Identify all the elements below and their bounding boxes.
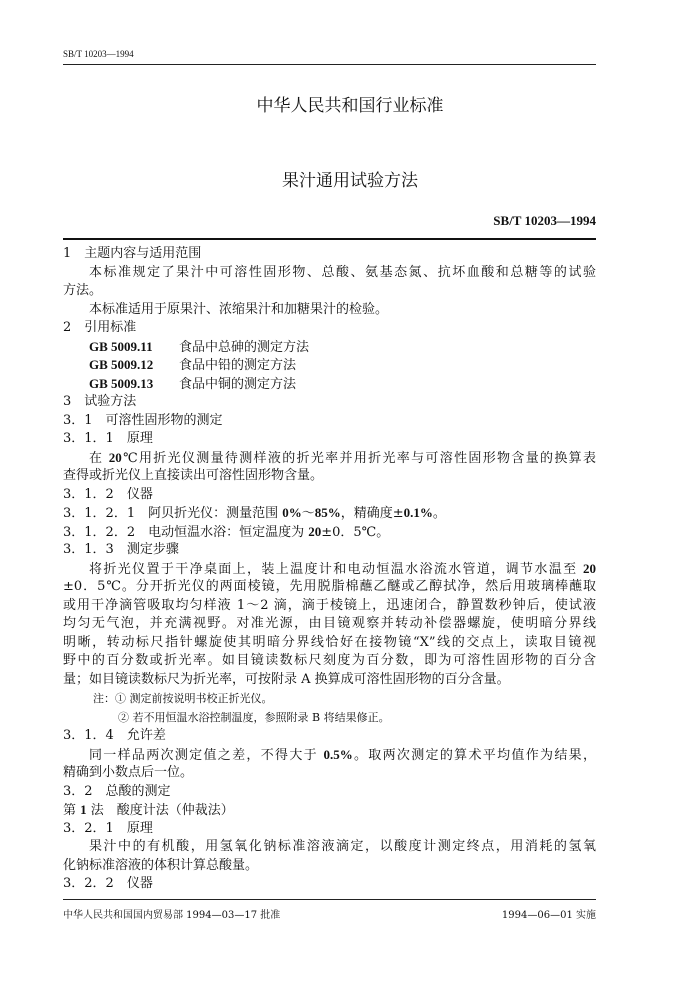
text-run-bold: 0%: [282, 505, 302, 520]
section-heading: 3 试验方法: [63, 394, 137, 409]
paragraph-line: 方法。: [63, 283, 103, 298]
paragraph-line: 本标准适用于原果汁、浓缩果汁和加糖果汁的检验。: [89, 301, 389, 317]
section-heading: 1 主题内容与适用范围: [63, 246, 202, 261]
instrument-item: [63, 504, 596, 523]
title-divider: [63, 238, 596, 240]
text-run-bold: 85%: [314, 505, 341, 520]
reference-code: GB 5009.13: [89, 375, 154, 391]
paragraph-line: 本标准规定了果汁中可溶性固形物、总酸、氨基态氮、抗坏血酸和总糖等的试验: [89, 264, 596, 280]
approval-info: 中华人民共和国国内贸易部 1994—03—17 批准: [63, 910, 281, 921]
paragraph-line: [63, 560, 596, 579]
header-divider: [63, 64, 596, 65]
document-body: [63, 245, 596, 894]
paragraph-line: [63, 449, 596, 468]
section-heading: 3．1．1 原理: [63, 431, 153, 446]
reference-name: 食品中总砷的测定方法: [179, 339, 310, 355]
text-run-bold: 0.1%: [403, 505, 433, 520]
reference-item: [63, 338, 596, 357]
document-title: 果汁通用试验方法: [282, 171, 418, 191]
reference-code: GB 5009.12: [89, 357, 154, 372]
paragraph-line: 明晰，转动标尺指针螺旋使其明暗分界线恰好在接物镜“X”线的交点上，读取目镜视: [63, 634, 596, 650]
method-heading: [63, 801, 596, 820]
section-heading: 3．1．2 仪器: [63, 486, 153, 502]
section-heading: 3．1．3 测定步骤: [63, 542, 179, 557]
note-line: 注：① 测定前按说明书校正折光仪。: [93, 692, 273, 705]
text-run: 将折光仪置于干净桌面上，装上温度计和电动恒温水浴流水管道，调节水温至: [89, 561, 583, 577]
reference-name: 食品中铅的测定方法: [179, 358, 297, 373]
text-run: 法 酸度计法（仲裁法）: [86, 803, 234, 818]
section-heading: 3．1 可溶性固形物的测定: [63, 412, 223, 428]
paragraph-line: ±0．5℃。分开折光仪的两面棱镜，先用脱脂棉蘸乙醚或乙醇拭净，然后用玻璃棒蘸取: [63, 579, 596, 594]
text-run-bold: 1: [80, 802, 87, 817]
footer-divider: [63, 899, 596, 900]
reference-item: [63, 375, 596, 394]
text-run: 3．1．2．1 阿贝折光仪：测量范围: [63, 506, 283, 521]
paragraph-line: 或用干净滴管吸取均匀样液 1～2 滴，滴于棱镜上，迅速闭合，静置数秒钟后，使试液: [63, 597, 596, 613]
text-run: 在: [89, 450, 109, 466]
paragraph-line: 果汁中的有机酸，用氢氧化钠标准溶液滴定，以酸度计测定终点，用消耗的氢氧: [89, 839, 596, 854]
text-run: ，精确度±: [340, 506, 404, 521]
text-run-bold: 20: [108, 449, 122, 465]
text-run: 第: [63, 803, 81, 818]
effective-date: 1994—06—01 实施: [501, 910, 596, 921]
paragraph-line: 化钠标准溶液的体积计算总酸量。: [63, 857, 259, 873]
text-run-bold: 0.5%: [323, 746, 353, 762]
text-run: 。取两次测定的算术平均值作为结果，: [352, 747, 596, 763]
paragraph-line: 精确到小数点后一位。: [63, 765, 194, 780]
note-line: ② 若不用恒温水浴控制温度，参照附录 B 将结果修正。: [118, 711, 390, 724]
standard-category: 中华人民共和国行业标准: [256, 96, 444, 116]
standard-number: SB/T 10203—1994: [493, 213, 596, 228]
paragraph-line: 量；如目镜读数标尺为折光率，可按附录 A 换算成可溶性固形物的百分含量。: [63, 671, 510, 687]
paragraph-line: 查得或折光仪上直接读出可溶性固形物含量。: [63, 468, 324, 483]
text-run: ℃用折光仪测量待测样液的折光率并用折光率与可溶性固形物含量的换算表: [121, 450, 596, 466]
section-heading: 2 引用标准: [63, 320, 137, 335]
paragraph-line: 野中的百分数或折光率。如目镜读数标尺刻度为百分数，即为可溶性固形物的百分含: [63, 653, 596, 668]
section-heading: 3．2 总酸的测定: [63, 783, 171, 799]
paragraph-line: 均匀无气泡，并充满视野。对准光源，由目镜观察并转动补偿器螺旋，使明暗分界线: [63, 616, 596, 631]
paragraph-line: [63, 746, 596, 765]
reference-code: GB 5009.11: [89, 338, 153, 354]
text-run: 同一样品两次测定值之差，不得大于: [89, 747, 324, 763]
section-heading: 3．1．4 允许差: [63, 728, 166, 743]
section-heading: 3．2．1 原理: [63, 820, 153, 836]
header-standard-code: SB/T 10203—1994: [63, 49, 134, 59]
section-heading: 3．2．2 仪器: [63, 876, 153, 891]
text-run-bold: 20: [308, 523, 322, 539]
reference-name: 食品中铜的测定方法: [179, 376, 297, 392]
text-run-bold: 20: [583, 560, 596, 576]
reference-item: [63, 356, 596, 375]
instrument-item: [63, 523, 596, 542]
text-run: ±0．5℃。: [321, 524, 390, 540]
text-run: 。: [432, 506, 446, 521]
text-run: 3．1．2．2 电动恒温水浴：恒定温度为: [63, 524, 309, 540]
text-run: ～: [301, 506, 315, 521]
